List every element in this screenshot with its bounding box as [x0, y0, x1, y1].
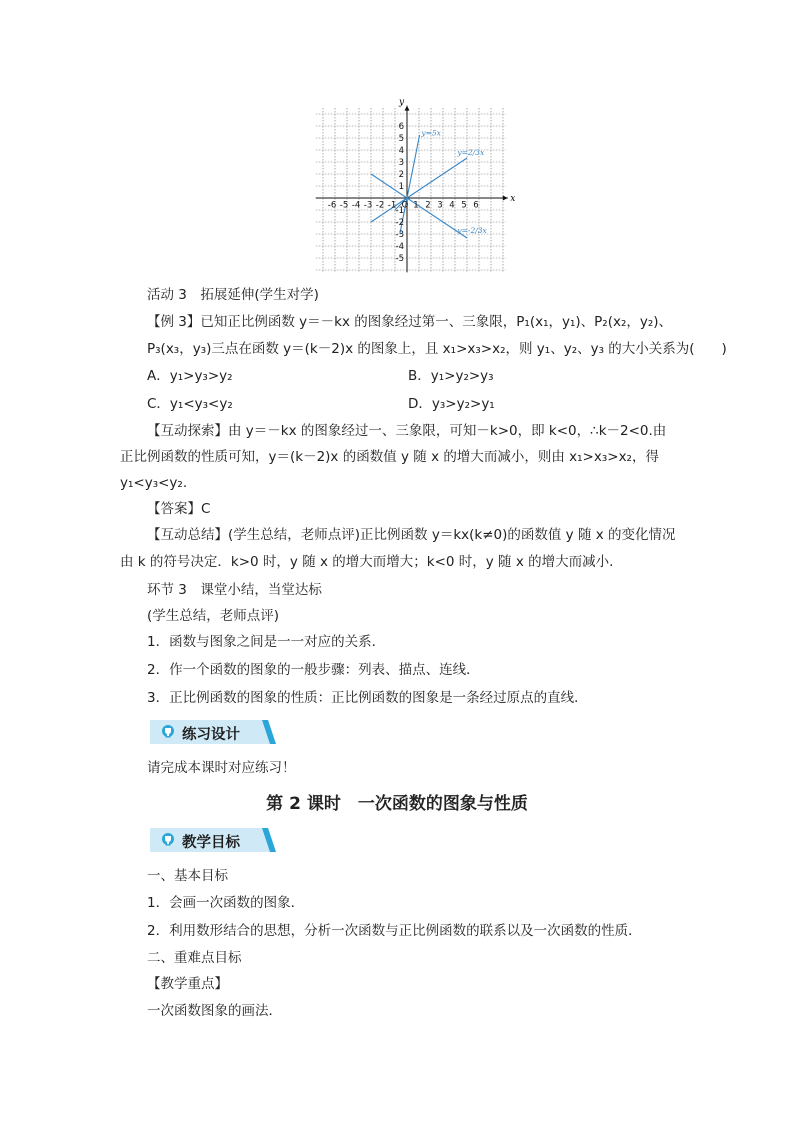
- summary-text-1: (学生总结，老师点评)正比例函数 y＝kx(k≠0)的函数值 y 随 x 的变化情况: [228, 527, 676, 543]
- example-line-1: 已知正比例函数 y＝－kx 的图象经过第一、三象限，P₁(x₁，y₁)、P₂(x₂，y₂)、: [200, 314, 673, 330]
- example-line-2: P₃(x₃，y₃)三点在函数 y＝(k－2)x 的图象上，且 x₁>x₃>x₂，则 y₁、y₂、y₃ 的大小关系为( ): [147, 341, 727, 357]
- key-heading: 二、重难点目标: [147, 950, 242, 966]
- explore-line-1: [147, 420, 666, 442]
- x-tick-label: -1: [387, 200, 397, 211]
- y-axis-arrow: [405, 106, 410, 111]
- x-tick-label: -3: [363, 200, 373, 211]
- summary-line-2: 由 k 的符号决定．k>0 时，y 随 x 的增大而增大；k<0 时，y 随 x 的增大而减小.: [120, 554, 614, 570]
- goal-1: 1．会画一次函数的图象．: [147, 895, 305, 911]
- x-tick-label: 4: [449, 200, 455, 211]
- example-tag: 【例 3】: [147, 314, 201, 330]
- x-tick-label: -6: [327, 200, 337, 211]
- summary-line-1: [147, 524, 676, 546]
- y-tick-label: 4: [398, 146, 404, 156]
- graph-tick-labels: [328, 122, 479, 264]
- section-3-heading: 环节 3 课堂小结，当堂达标: [147, 582, 322, 598]
- summary-tag: 【互动总结】: [147, 527, 228, 543]
- practice-banner: [150, 720, 276, 744]
- option-d: D．y₃>y₂>y₁: [408, 396, 495, 412]
- goals-heading: 一、基本目标: [147, 868, 228, 884]
- trophy-icon: [160, 724, 176, 740]
- function-line: [371, 158, 467, 222]
- y-tick-label: -2: [395, 218, 404, 228]
- graph-grid: [316, 108, 506, 272]
- lesson-title: 第 2 课时 一次函数的图象与性质: [266, 794, 528, 814]
- y-tick-label: -3: [395, 230, 404, 240]
- x-tick-label: O: [401, 200, 409, 211]
- y-tick-label: 5: [398, 134, 404, 144]
- x-axis-label: x: [510, 194, 515, 204]
- y-tick-label: -5: [395, 254, 404, 264]
- y-tick-label: 2: [398, 170, 404, 180]
- section-3-note: (学生总结，老师点评): [147, 608, 280, 624]
- explore-text-1: 由 y＝－kx 的图象经过一、三象限，可知－k>0，即 k<0，∴k－2<0.由: [228, 423, 667, 439]
- point-2: 2．作一个函数的图象的一般步骤：列表、描点、连线．: [147, 662, 480, 678]
- x-axis-arrow: [503, 196, 508, 201]
- trophy-icon: [160, 832, 176, 848]
- practice-banner-label: 练习设计: [182, 727, 240, 743]
- option-a: A．y₁>y₃>y₂: [147, 368, 233, 384]
- answer: 【答案】C: [147, 501, 211, 517]
- explore-tag: 【互动探索】: [147, 423, 228, 439]
- x-tick-label: 6: [473, 200, 479, 211]
- x-tick-label: -4: [351, 200, 361, 211]
- key-tag: 【教学重点】: [147, 976, 228, 992]
- y-tick-label: 1: [398, 182, 404, 192]
- line-label: y=-2/3x: [457, 225, 487, 235]
- option-c: C．y₁<y₃<y₂: [147, 396, 233, 412]
- x-tick-label: 3: [437, 200, 443, 211]
- practice-text: 请完成本课时对应练习！: [147, 760, 296, 776]
- point-3: 3．正比例函数的图象的性质：正比例函数的图象是一条经过原点的直线．: [147, 690, 588, 706]
- line-label: y=2/3x: [457, 147, 485, 157]
- goals-banner: [150, 828, 276, 852]
- point-1: 1．函数与图象之间是一一对应的关系．: [147, 634, 386, 650]
- x-tick-label: -5: [339, 200, 349, 211]
- goal-2: 2．利用数形结合的思想，分析一次函数与正比例函数的联系以及一次函数的性质．: [147, 923, 642, 939]
- example-3: [147, 310, 677, 335]
- function-graph: [310, 94, 515, 274]
- explore-line-2: 正比例函数的性质可知，y＝(k－2)x 的函数值 y 随 x 的增大而减小，则由 x₁>x₃>x₂，得: [120, 449, 659, 465]
- x-tick-label: 5: [461, 200, 467, 211]
- key-text: 一次函数图象的画法．: [147, 1003, 282, 1019]
- x-tick-label: -2: [375, 200, 385, 211]
- explore-line-3: y₁<y₃<y₂.: [120, 475, 188, 491]
- y-tick-label: -4: [395, 242, 404, 252]
- y-tick-label: -1: [395, 206, 404, 216]
- goals-banner-label: 教学目标: [182, 835, 240, 851]
- option-b: B．y₁>y₂>y₃: [408, 368, 494, 384]
- y-axis-label: y: [399, 97, 405, 108]
- y-tick-label: 6: [398, 122, 404, 132]
- line-label: y=5x: [421, 128, 441, 138]
- x-tick-label: 1: [413, 200, 419, 211]
- x-tick-label: 2: [425, 200, 431, 211]
- activity-3-heading: 活动 3 拓展延伸(学生对学): [147, 287, 319, 303]
- y-tick-label: 3: [398, 158, 404, 168]
